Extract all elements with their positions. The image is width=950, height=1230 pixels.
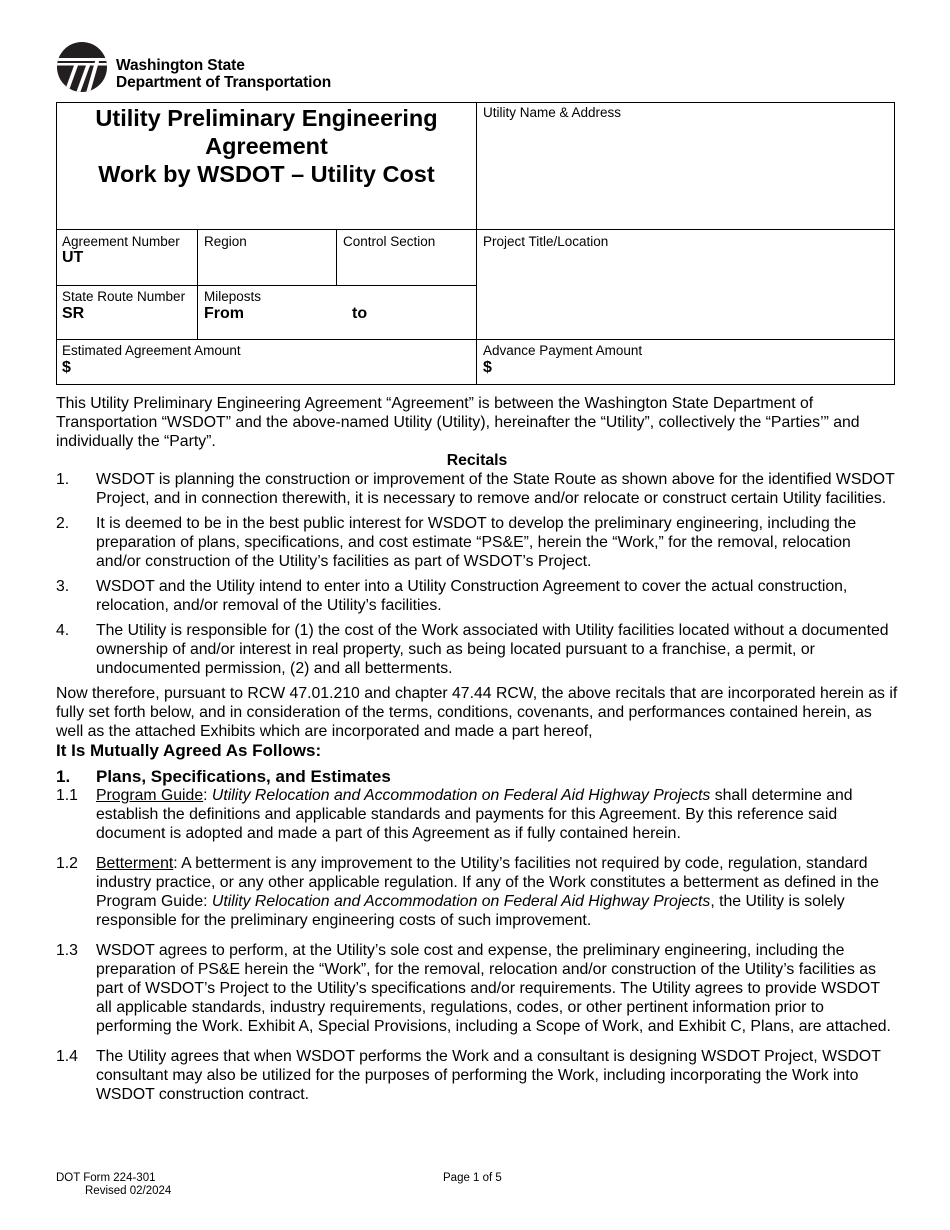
section-1-number: 1. (56, 767, 71, 786)
wsdot-logo-icon (56, 41, 108, 93)
section-1-heading (56, 767, 898, 786)
form-title (57, 103, 476, 229)
form-number: DOT Form 224-301 (56, 1172, 156, 1184)
clause-colon: : (203, 787, 212, 804)
form-footer-id (56, 1172, 171, 1198)
agreement-body (56, 394, 898, 1104)
form-title-line2: Agreement (205, 133, 328, 159)
org-name-line2: Department of Transportation (116, 74, 332, 91)
clause-text: The Utility agrees that when WSDOT performs the Work and a consultant is designing WSDOT Project, WSDOT consultant may also be utilized for the purposes of performing the Work, including incorporating the Work into WSDOT construction contract. (96, 1048, 881, 1103)
control-section-label: Control Section (343, 234, 436, 249)
advance-payment-label: Advance Payment Amount (483, 343, 643, 358)
agreed-heading: It Is Mutually Agreed As Follows: (56, 741, 322, 760)
project-title-label: Project Title/Location (483, 234, 609, 249)
advance-payment-value: $ (483, 359, 492, 376)
wsdot-logo (56, 41, 366, 95)
recital-item (56, 470, 898, 508)
recital-item (56, 621, 898, 678)
clause-number: 1.1 (56, 787, 78, 804)
mileposts-field[interactable] (197, 285, 476, 339)
clause-number: 1.2 (56, 855, 78, 872)
advance-payment-field[interactable] (476, 339, 895, 385)
recital-text: It is deemed to be in the best public interest for WSDOT to develop the preliminary engineering, including the preparation of plans, specifications, and cost estimate “PS&E”, herein the “Work,” for the removal, relocation and/or construction of the Utility’s facilities as part of WSDOT’s Project. (96, 515, 857, 570)
clause-1-3 (56, 941, 898, 1036)
state-route-label: State Route Number (62, 289, 186, 304)
agreement-number-field[interactable] (56, 229, 197, 285)
revised-date: Revised 02/2024 (85, 1185, 172, 1197)
form-title-line1: Utility Preliminary Engineering (95, 105, 438, 131)
recital-number: 4. (56, 622, 70, 639)
clause-1-1 (56, 786, 898, 843)
recital-text: The Utility is responsible for (1) the cost of the Work associated with Utility facilities located without a documented ownership of and/or interest in real property, such as being located pursuant to a franchise, a permit, or undocumented permission, (2) and all betterments. (96, 622, 889, 677)
org-name-line1: Washington State (116, 57, 245, 74)
recital-item (56, 577, 898, 615)
clause-text: shall determine and establish the definitions and applicable standards and payments for this Agreement. By this reference said document is adopted and made a part of this Agreement as if fully contained herein. (96, 787, 853, 842)
page-number: Page 1 of 5 (443, 1172, 502, 1184)
agreement-number-label: Agreement Number (62, 234, 180, 249)
region-field[interactable] (197, 229, 336, 285)
org-name (116, 57, 331, 91)
recital-text: WSDOT is planning the construction or improvement of the State Route as shown above for the identified WSDOT Project, and in connection therewith, it is necessary to remove and/or relocate or construct certain Utility facilities. (96, 471, 895, 507)
guide-title: Utility Relocation and Accommodation on Federal Aid Highway Projects (211, 787, 711, 804)
recitals-heading: Recitals (446, 452, 508, 469)
state-route-field[interactable] (56, 285, 197, 339)
clause-1-4 (56, 1047, 898, 1104)
now-therefore-paragraph: Now therefore, pursuant to RCW 47.01.210 and chapter 47.44 RCW, the above recitals that are incorporated herein as if fully set forth below, and in consideration of the terms, conditions, covenants, and performances contained herein, as well as the attached Exhibits which are incorporated and made a part hereof, (56, 685, 898, 740)
estimated-amount-field[interactable] (56, 339, 476, 385)
utility-name-address-label: Utility Name & Address (483, 105, 622, 120)
recital-item (56, 514, 898, 571)
agreement-number-value: UT (62, 249, 84, 266)
agreement-form-header (56, 102, 895, 385)
clause-number: 1.4 (56, 1048, 78, 1065)
intro-paragraph: This Utility Preliminary Engineering Agreement “Agreement” is between the Washington State Department of Transportation “WSDOT” and the above-named Utility (Utility), hereinafter the “Utility”, collectively the “Parties’” and individually the “Party”. (56, 395, 860, 450)
state-route-value: SR (62, 305, 85, 322)
guide-title: Utility Relocation and Accommodation on Federal Aid Highway Projects (211, 893, 711, 910)
betterment-term: Betterment (96, 855, 174, 872)
recital-text: WSDOT and the Utility intend to enter into a Utility Construction Agreement to cover the actual construction, relocation, and/or removal of the Utility’s facilities. (96, 578, 848, 614)
program-guide-term: Program Guide (96, 787, 204, 804)
project-title-field[interactable] (476, 229, 895, 339)
clause-text: : A betterment is any improvement to the Utility’s facilities not required by code, regulation, standard industry practice, or any other applicable regulation. If any of the Work constitutes a betterment as defined in the Program Guide: (96, 855, 879, 910)
form-title-line3: Work by WSDOT – Utility Cost (98, 161, 435, 187)
region-label: Region (204, 234, 247, 249)
mileposts-label: Mileposts (204, 289, 262, 304)
clause-text: WSDOT agrees to perform, at the Utility’s sole cost and expense, the preliminary engineering, including the preparation of PS&E herein the “Work”, for the removal, relocation and/or construction of the Utility’s facilities as part of WSDOT’s Project to the Utility’s specifications and/or requirements. The Utility agrees to provide WSDOT all applicable standards, industry requirements, regulations, codes, or other pertinent information prior to performing the Work. Exhibit A, Special Provisions, including a Scope of Work, and Exhibit C, Plans, are attached. (96, 942, 891, 1035)
recital-number: 1. (56, 471, 70, 488)
control-section-field[interactable] (336, 229, 476, 285)
utility-name-address-field[interactable] (476, 102, 895, 229)
estimated-amount-label: Estimated Agreement Amount (62, 343, 241, 358)
recital-number: 2. (56, 515, 70, 532)
section-1-title: Plans, Specifications, and Estimates (96, 767, 391, 786)
mileposts-from: From (204, 305, 244, 322)
mileposts-to: to (352, 305, 368, 322)
clause-number: 1.3 (56, 942, 78, 959)
estimated-amount-value: $ (62, 359, 71, 376)
clause-text-rest: , the Utility is solely responsible for the preliminary engineering costs of such improvement. (96, 893, 845, 929)
recital-number: 3. (56, 578, 70, 595)
clause-1-2 (56, 854, 898, 930)
